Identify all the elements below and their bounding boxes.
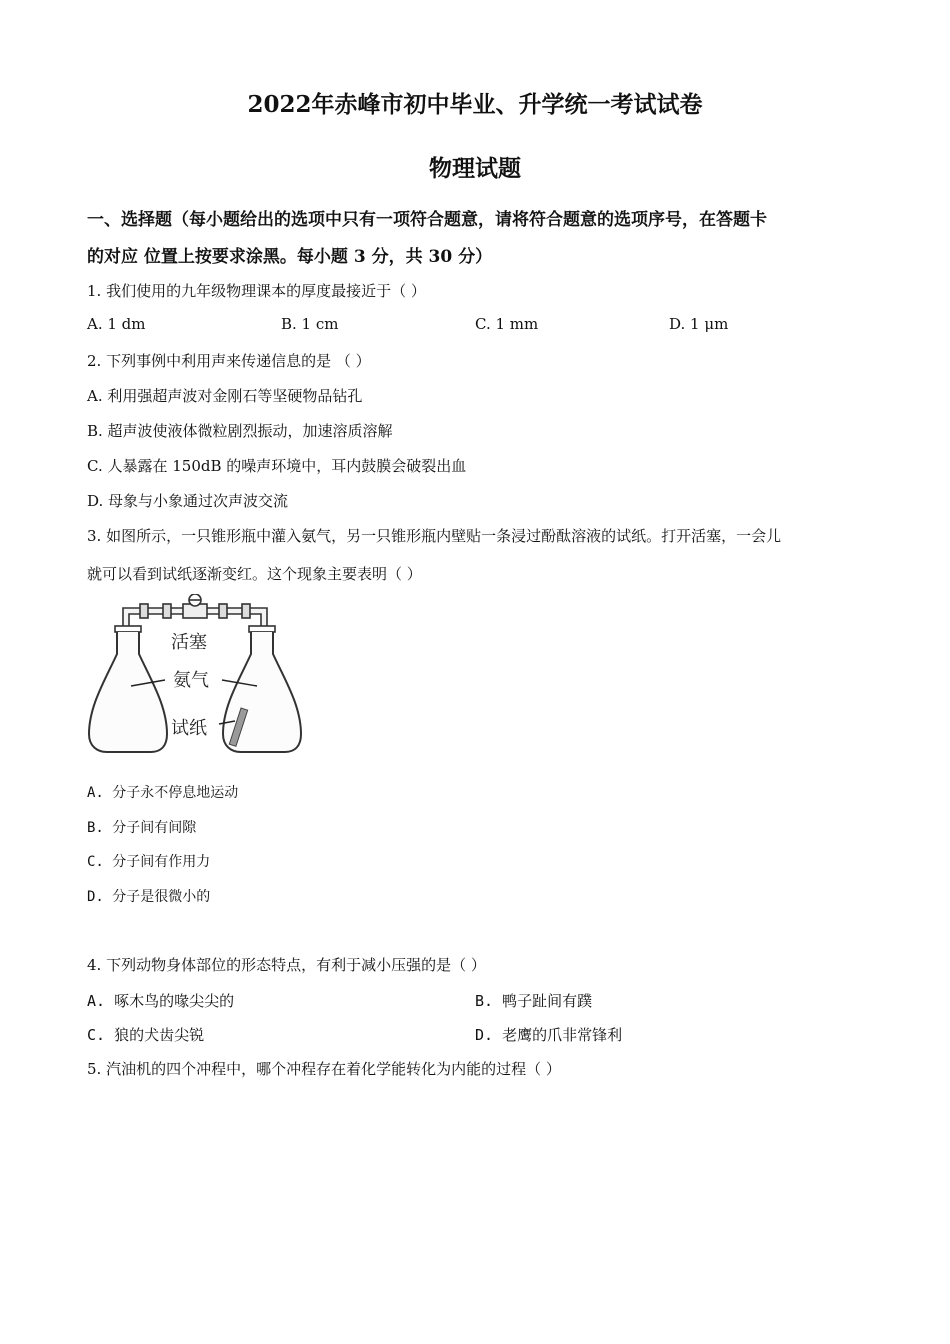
flask-diagram [85,594,305,758]
q1-option-a: A. 1 dm [87,315,146,333]
q3-option-d: D. 分子是很微小的 [87,889,211,905]
q5-stem: 5. 汽油机的四个冲程中，哪个冲程存在着化学能转化为内能的过程（ ） [87,1060,561,1078]
q2-option-d: D. 母象与小象通过次声波交流 [87,492,289,510]
label-valve: 活塞 [171,632,207,653]
exam-subtitle: 物理试题 [429,155,521,182]
q3-stem-line1: 3. 如图所示，一只锥形瓶中灌入氨气，另一只锥形瓶内壁贴一条浸过酚酞溶液的试纸。打开活塞，一会儿 [87,527,782,545]
valve-stopcock [183,594,207,618]
q1-option-c: C. 1 mm [475,315,539,333]
q2-option-b: B. 超声波使液体微粒剧烈振动，加速溶质溶解 [87,422,393,440]
section-heading-line2: 的对应 位置上按要求涂黑。每小题 3 分，共 30 分） [87,247,493,267]
q2-option-c: C. 人暴露在 150dB 的噪声环境中，耳内鼓膜会破裂出血 [87,457,467,475]
q3-option-a: A. 分子永不停息地运动 [87,785,239,801]
q4-option-b: B. 鸭子趾间有蹼 [475,992,593,1010]
label-test-paper: 试纸 [171,718,207,739]
q3-option-c: C. 分子间有作用力 [87,854,211,870]
q4-stem: 4. 下列动物身体部位的形态特点，有利于减小压强的是（ ） [87,956,486,974]
q4-option-a: A. 啄木鸟的喙尖尖的 [87,992,235,1010]
q3-stem-line2: 就可以看到试纸逐渐变红。这个现象主要表明（ ） [87,565,422,583]
label-ammonia: 氨气 [173,670,209,691]
q4-option-d: D. 老鹰的爪非常锋利 [475,1026,623,1044]
q2-stem: 2. 下列事例中利用声来传递信息的是 （ ） [87,352,371,370]
q4-option-c: C. 狼的犬齿尖锐 [87,1026,205,1044]
q1-stem: 1. 我们使用的九年级物理课本的厚度最接近于（ ） [87,282,426,300]
left-flask [89,626,167,752]
section-heading-line1: 一、选择题（每小题给出的选项中只有一项符合题意，请将符合题意的选项序号，在答题卡 [87,210,767,230]
q1-option-d: D. 1 μm [669,315,729,333]
q2-option-a: A. 利用强超声波对金刚石等坚硬物品钻孔 [87,387,363,405]
q1-option-b: B. 1 cm [281,315,339,333]
q3-option-b: B. 分子间有间隙 [87,820,197,836]
right-flask [223,626,301,752]
exam-title: 2022年赤峰市初中毕业、升学统一考试试卷 [247,91,703,118]
